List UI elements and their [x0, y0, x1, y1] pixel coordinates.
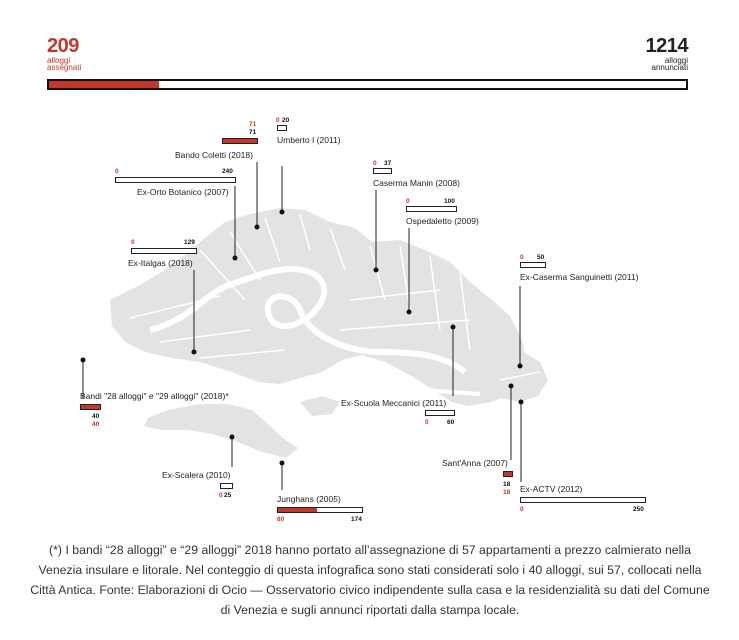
- ex-italgas-assigned: 0: [131, 239, 135, 246]
- ex-scuola-meccanici-announced: 60: [447, 419, 455, 426]
- dot-bando-coletti: [255, 225, 260, 230]
- santanna-label: Sant'Anna (2007): [442, 458, 508, 468]
- dot-ex-scuola-meccanici: [451, 325, 456, 330]
- giudecca-island: [144, 404, 298, 458]
- bandi-28-29-bar: [80, 404, 101, 410]
- ex-italgas-label: Ex-Italgas (2018): [128, 258, 193, 268]
- small-island: [300, 396, 340, 416]
- ospedaletto-bar: [406, 206, 457, 212]
- announced-count: 1214: [645, 35, 688, 57]
- dot-ospedaletto: [407, 310, 412, 315]
- assigned-label-line2: assegnati: [47, 63, 82, 72]
- ex-orto-botanico-bar: [115, 177, 236, 183]
- dot-caserma-manin: [374, 268, 379, 273]
- caserma-manin-announced: 37: [384, 160, 392, 167]
- ex-orto-botanico-announced: 240: [222, 168, 233, 175]
- ex-scuola-meccanici-assigned: 0: [425, 419, 429, 426]
- junghans-bar-fill: [278, 508, 317, 512]
- ex-scalera-assigned: 0: [219, 492, 223, 499]
- umberto-i-assigned: 0: [276, 117, 280, 124]
- ex-caserma-sanguinetti-announced: 50: [537, 254, 545, 261]
- dot-ex-italgas: [192, 350, 197, 355]
- ex-caserma-sanguinetti-label: Ex-Caserma Sanguinetti (2011): [520, 272, 639, 282]
- caption-footnote: (*) I bandi “28 alloggi” e “29 alloggi” 2018 hanno portato all’assegnazione di 57 appartamenti a prezzo calmierato nella Venezia insulare e litorale. Nel conteggio di questa infografica sono stati considerati solo i 40 alloggi, sui 57, collocati nella Città Antica. Fonte: Elaborazioni di Ocio — Osservatorio civico indipendente sulla casa e la residenzialità su dati del Comune di Venezia e sugli annunci riportati dalla stampa locale.: [30, 543, 710, 617]
- junghans-bar: [277, 507, 363, 513]
- umberto-i-bar: [277, 125, 287, 131]
- assigned-label-line1: alloggi: [47, 56, 71, 65]
- ex-orto-botanico-assigned: 0: [115, 168, 119, 175]
- caserma-manin-assigned: 0: [373, 160, 377, 167]
- ospedaletto-announced: 100: [444, 198, 455, 205]
- junghans-label: Junghans (2005): [277, 494, 341, 504]
- dot-junghans: [280, 461, 285, 466]
- ex-caserma-sanguinetti-bar: [520, 262, 546, 268]
- ex-scuola-meccanici-bar: [425, 410, 455, 416]
- dot-bandi-28-29: [81, 358, 86, 363]
- bando-coletti-announced: 71: [249, 129, 257, 136]
- bandi-28-29-label: Bandi "28 alloggi" e "29 alloggi" (2018)*: [80, 391, 229, 401]
- ex-scalera-label: Ex-Scalera (2010): [162, 470, 231, 480]
- santanna-assigned: 18: [503, 489, 511, 496]
- ex-orto-botanico-label: Ex-Orto Botanico (2007): [137, 187, 229, 197]
- announced-label-line2: annunciati: [651, 63, 688, 72]
- bando-coletti-assigned: 71: [249, 121, 257, 128]
- santanna-bar-fill: [504, 472, 512, 476]
- junghans-assigned: 80: [277, 516, 285, 523]
- bando-coletti-label: Bando Coletti (2018): [175, 150, 253, 160]
- umberto-i-label: Umberto I (2011): [277, 135, 341, 145]
- umberto-i-announced: 20: [282, 117, 290, 124]
- ospedaletto-label: Ospedaletto (2009): [406, 216, 479, 226]
- ex-scalera-announced: 25: [224, 492, 232, 499]
- ex-scalera-bar: [220, 483, 233, 489]
- ex-actv-bar: [520, 497, 646, 503]
- ex-scuola-meccanici-label: Ex-Scuola Meccanici (2011): [341, 398, 447, 408]
- bando-coletti-bar: [222, 138, 258, 144]
- ex-caserma-sanguinetti-assigned: 0: [520, 254, 524, 261]
- santanna-announced: 18: [503, 481, 511, 488]
- ex-actv-assigned: 0: [520, 506, 524, 513]
- dot-ex-caserma-sanguinetti: [518, 364, 523, 369]
- assigned-count: 209: [47, 35, 79, 57]
- bando-coletti-bar-fill: [223, 139, 257, 143]
- ex-actv-announced: 250: [633, 506, 644, 513]
- ex-italgas-bar: [131, 248, 197, 254]
- junghans-announced: 174: [351, 516, 362, 523]
- santanna-bar: [503, 471, 513, 477]
- dot-ex-actv: [519, 400, 524, 405]
- dot-ex-scalera: [230, 435, 235, 440]
- bandi-28-29-announced: 40: [92, 413, 100, 420]
- bandi-28-29-assigned: 40: [92, 421, 100, 428]
- ospedaletto-assigned: 0: [406, 198, 410, 205]
- bandi-28-29-bar-fill: [81, 405, 100, 409]
- dot-santanna: [509, 384, 514, 389]
- announced-label-line1: alloggi: [664, 56, 688, 65]
- ex-actv-label: Ex-ACTV (2012): [520, 484, 583, 494]
- caserma-manin-label: Caserma Manin (2008): [373, 178, 460, 188]
- ex-italgas-announced: 129: [184, 239, 195, 246]
- dot-umberto-i: [280, 210, 285, 215]
- dot-ex-orto-botanico: [233, 256, 238, 261]
- caserma-manin-bar: [373, 168, 392, 174]
